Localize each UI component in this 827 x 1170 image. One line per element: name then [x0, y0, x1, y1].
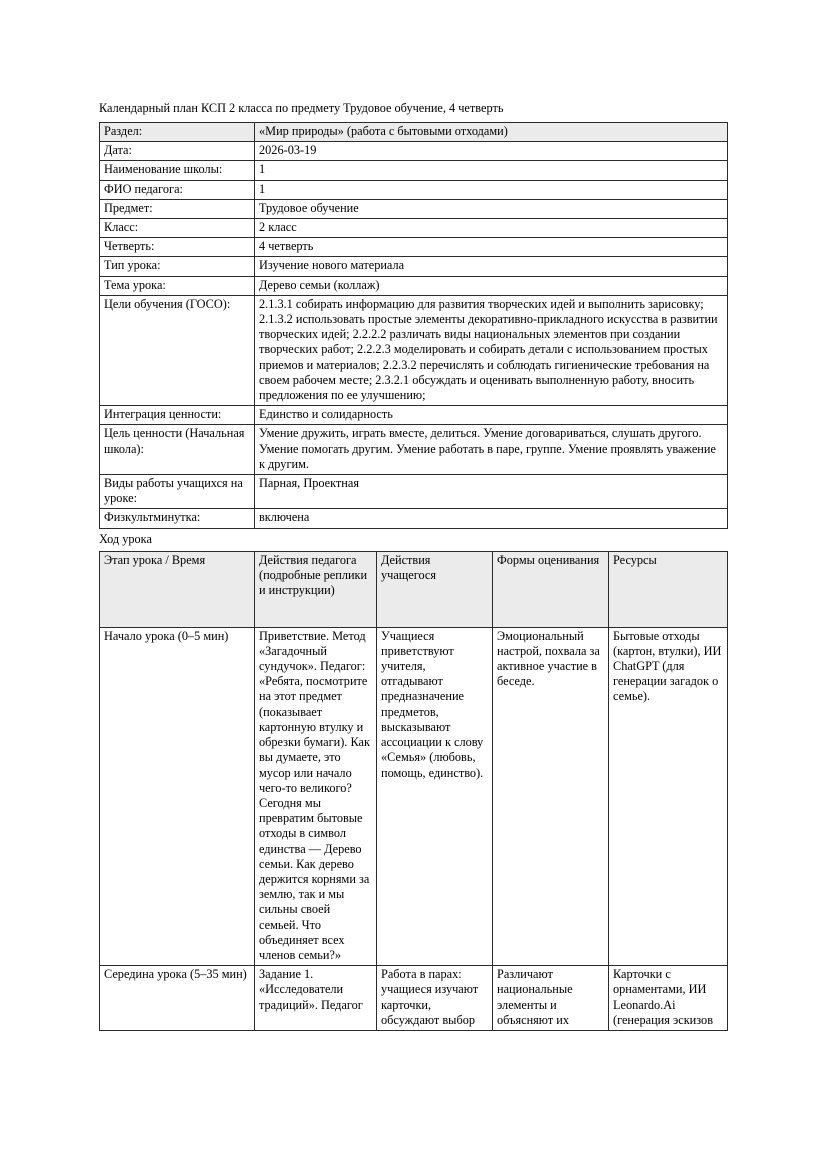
lesson-flow-label: Ход урока: [99, 531, 152, 546]
table-row: [100, 123, 728, 142]
info-row-label: Наименование школы:: [100, 161, 255, 180]
info-row-value: Умение дружить, играть вместе, делиться. Умение договариваться, слушать другого. Умение помогать другим. Умение работать в паре, группе. Умение проявлять уважение к другим.: [255, 425, 728, 475]
table-row: [100, 406, 728, 425]
info-row-value: Дерево семьи (коллаж): [255, 276, 728, 295]
info-row-value: 2026-03-19: [255, 142, 728, 161]
info-row-value: 2 класс: [255, 219, 728, 238]
table-header-row: [100, 551, 728, 627]
student-actions-cell: Работа в парах: учащиеся изучают карточки, обсуждают выбор: [377, 966, 493, 1031]
info-row-value: 2.1.3.1 собирать информацию для развития творческих идей и выполнить зарисовку; 2.1.3.2 использовать простые элементы декоративно-прикладного искусства в развитии творческих идей; 2.2.2.2 различать виды национальных элементов при создании творческих работ; 2.2.2.3 моделировать и собирать детали с использованием простых приемов и материалов; 2.2.3.2 перечислять и соблюдать гигиенические требования на своем рабочем месте; 2.3.2.1 обсуждать и оценивать выполненную работу, вносить предложения по ее улучшению;: [255, 295, 728, 405]
stage-cell: Начало урока (0–5 мин): [100, 627, 255, 965]
info-row-value: включена: [255, 509, 728, 528]
info-row-label: ФИО педагога:: [100, 180, 255, 199]
page-title: Календарный план КСП 2 класса по предмету Трудовое обучение, 4 четверть: [99, 101, 504, 115]
table-row: [100, 475, 728, 509]
info-row-value: 1: [255, 161, 728, 180]
info-row-value: Трудовое обучение: [255, 199, 728, 218]
info-row-label: Виды работы учащихся на уроке:: [100, 475, 255, 509]
lesson-flow-table: [99, 551, 728, 1031]
teacher-actions-cell: Задание 1. «Исследователи традиций». Педагог: [255, 966, 377, 1031]
table-row: [100, 199, 728, 218]
table-row: [100, 161, 728, 180]
table-row: [100, 966, 728, 1031]
info-row-value: Изучение нового материала: [255, 257, 728, 276]
table-row: [100, 238, 728, 257]
info-row-value: Единство и солидарность: [255, 406, 728, 425]
lesson-info-body: [100, 123, 728, 529]
table-row: [100, 295, 728, 405]
info-row-label: Класс:: [100, 219, 255, 238]
column-header: Формы оценивания: [493, 551, 609, 627]
table-row: [100, 219, 728, 238]
info-row-value: 1: [255, 180, 728, 199]
info-row-label: Цель ценности (Начальная школа):: [100, 425, 255, 475]
info-row-value: Парная, Проектная: [255, 475, 728, 509]
info-row-label: Дата:: [100, 142, 255, 161]
table-row: [100, 425, 728, 475]
lesson-flow-body: [100, 627, 728, 1030]
info-row-label: Физкультминутка:: [100, 509, 255, 528]
table-row: [100, 627, 728, 965]
info-row-label: Четверть:: [100, 238, 255, 257]
table-row: [100, 509, 728, 528]
column-header: Действия учащегося: [377, 551, 493, 627]
info-row-value: 4 четверть: [255, 238, 728, 257]
table-row: [100, 276, 728, 295]
table-row: [100, 180, 728, 199]
info-row-label: Раздел:: [100, 123, 255, 142]
info-row-label: Предмет:: [100, 199, 255, 218]
info-row-label: Цели обучения (ГОСО):: [100, 295, 255, 405]
teacher-actions-cell: Приветствие. Метод «Загадочный сундучок». Педагог: «Ребята, посмотрите на этот предмет (показывает картонную втулку и обрезки бумаги). Как вы думаете, это мусор или начало чего-то великого? Сегодня мы превратим бытовые отходы в символ единства — Дерево семьи. Как дерево держится корнями за землю, так и мы сильны своей семьей. Что объединяет всех членов семьи?»: [255, 627, 377, 965]
info-row-label: Тип урока:: [100, 257, 255, 276]
table-row: [100, 257, 728, 276]
lesson-flow-header: [100, 551, 728, 627]
table-row: [100, 142, 728, 161]
info-row-label: Тема урока:: [100, 276, 255, 295]
column-header: Ресурсы: [609, 551, 728, 627]
resources-cell: Бытовые отходы (картон, втулки), ИИ ChatGPT (для генерации загадок о семье).: [609, 627, 728, 965]
info-row-value: «Мир природы» (работа с бытовыми отходами): [255, 123, 728, 142]
assessment-cell: Различают национальные элементы и объясняют их: [493, 966, 609, 1031]
column-header: Этап урока / Время: [100, 551, 255, 627]
resources-cell: Карточки с орнаментами, ИИ Leonardo.Ai (генерация эскизов: [609, 966, 728, 1031]
stage-cell: Середина урока (5–35 мин): [100, 966, 255, 1031]
student-actions-cell: Учащиеся приветствуют учителя, отгадывают предназначение предметов, высказывают ассоциации к слову «Семья» (любовь, помощь, единство).: [377, 627, 493, 965]
lesson-info-table: [99, 122, 728, 529]
info-row-label: Интеграция ценности:: [100, 406, 255, 425]
assessment-cell: Эмоциональный настрой, похвала за активное участие в беседе.: [493, 627, 609, 965]
column-header: Действия педагога (подробные реплики и инструкции): [255, 551, 377, 627]
